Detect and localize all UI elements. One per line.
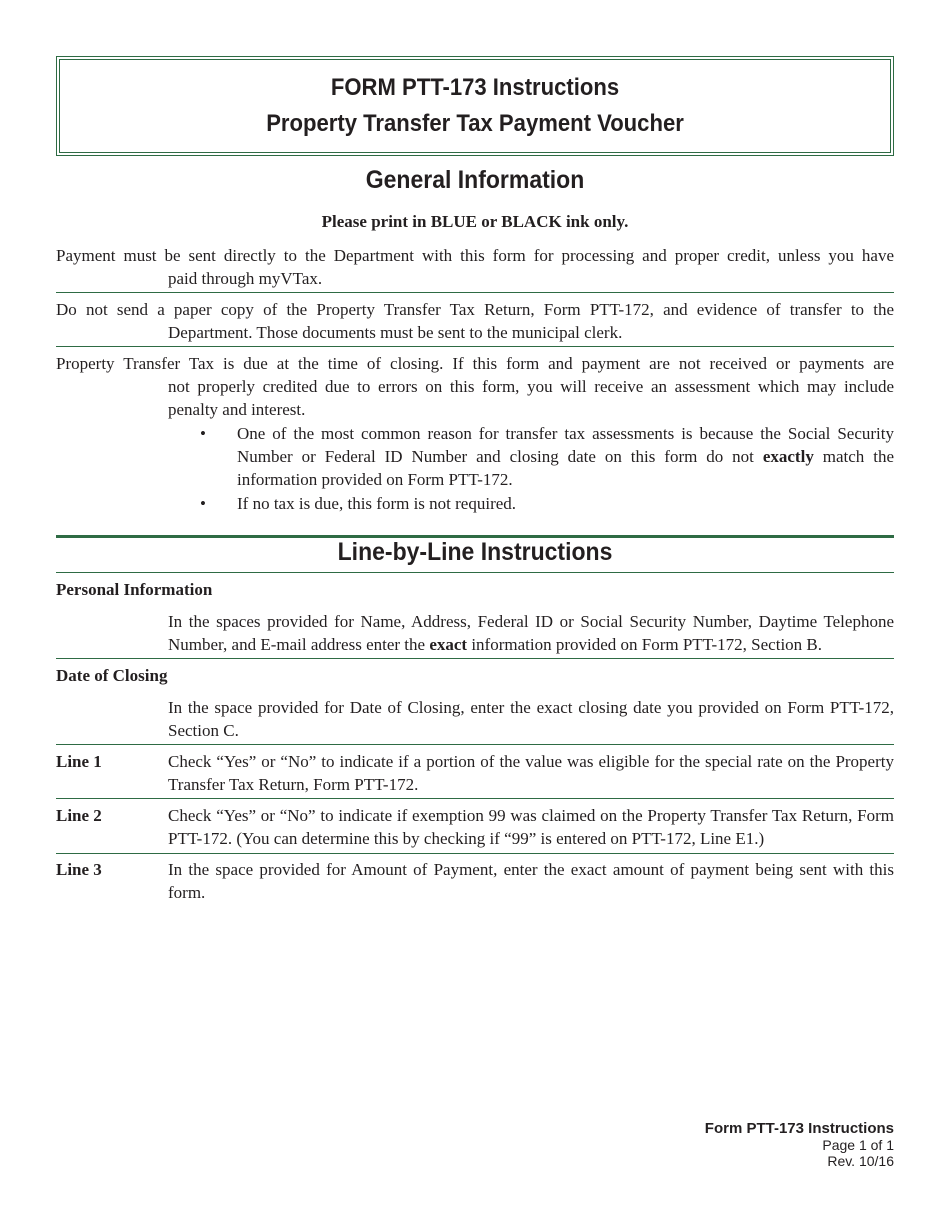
bullet-icon: • bbox=[200, 494, 206, 513]
form-subtitle: Property Transfer Tax Payment Voucher bbox=[266, 110, 684, 137]
divider bbox=[56, 292, 894, 293]
paper-copy-paragraph-first: Do not send a paper copy of the Property Transfer Tax Return, Form PTT-172, and evidence of transfer to the bbox=[56, 300, 894, 319]
line2-label: Line 2 bbox=[56, 806, 102, 825]
bullet-text-part: match the information provided on Form PTT-172. bbox=[237, 447, 894, 489]
divider bbox=[56, 853, 894, 854]
line1-label: Line 1 bbox=[56, 752, 102, 771]
bullet-item bbox=[200, 422, 894, 491]
payment-paragraph bbox=[56, 244, 894, 290]
bullet-icon: • bbox=[200, 424, 206, 443]
divider bbox=[56, 346, 894, 347]
date-of-closing-text: In the space provided for Date of Closing, enter the exact closing date you provided on Form PTT-172, Section C. bbox=[168, 698, 894, 740]
footer bbox=[705, 1120, 894, 1169]
personal-text-emphasis: exact bbox=[429, 635, 468, 654]
due-paragraph-first: Property Transfer Tax is due at the time of closing. If this form and payment are not received or payments are bbox=[56, 354, 894, 373]
bullet-text: If no tax is due, this form is not required. bbox=[237, 494, 517, 513]
personal-text-part: In the spaces provided for Name, Address, Federal ID or Social Security Number, Daytime Telephone Number, and E-mail address enter the bbox=[168, 612, 894, 654]
personal-information-label: Personal Information bbox=[56, 580, 213, 599]
date-of-closing-label: Date of Closing bbox=[56, 666, 168, 685]
bullet-text bbox=[237, 422, 894, 491]
paper-copy-paragraph-cont: Department. Those documents must be sent to the municipal clerk. bbox=[168, 323, 623, 342]
title-box bbox=[56, 56, 894, 156]
bullet-item bbox=[200, 492, 894, 515]
footer-page-number: Page 1 of 1 bbox=[822, 1137, 894, 1153]
general-information-heading: General Information bbox=[365, 166, 585, 194]
bullet-text-emphasis: exactly bbox=[762, 447, 814, 466]
line3-text: In the space provided for Amount of Payment, enter the exact amount of payment being sent with this form. bbox=[168, 860, 894, 902]
divider bbox=[56, 658, 894, 659]
payment-paragraph-first: Payment must be sent directly to the Department with this form for processing and proper credit, unless you have bbox=[56, 246, 894, 265]
due-paragraph bbox=[56, 352, 894, 421]
paper-copy-paragraph bbox=[56, 298, 894, 344]
line2-text: Check “Yes” or “No” to indicate if exemption 99 was claimed on the Property Transfer Tax Return, Form PTT-172. (You can determine this by checking if “99” is entered on PTT-172, Line E1.) bbox=[168, 806, 894, 848]
bullet-text-part: One of the most common reason for transfer tax assessments is because the Social Security Number or Federal ID Number and closing date on this form do not bbox=[237, 424, 894, 466]
due-paragraph-cont: not properly credited due to errors on this form, you will receive an assessment which may include penalty and interest. bbox=[168, 377, 894, 419]
line-by-line-heading: Line-by-Line Instructions bbox=[337, 538, 613, 566]
divider bbox=[56, 572, 894, 573]
form-title: FORM PTT-173 Instructions bbox=[330, 74, 620, 101]
payment-paragraph-cont: paid through myVTax. bbox=[168, 269, 323, 288]
divider bbox=[56, 744, 894, 745]
personal-text-part: information provided on Form PTT-172, Section B. bbox=[467, 635, 823, 654]
footer-revision: Rev. 10/16 bbox=[827, 1153, 894, 1169]
personal-information-text bbox=[168, 610, 894, 656]
line1-text: Check “Yes” or “No” to indicate if a portion of the value was eligible for the special rate on the Property Transfer Tax Return, Form PTT-172. bbox=[168, 752, 894, 794]
ink-note: Please print in BLUE or BLACK ink only. bbox=[321, 212, 629, 231]
line3-label: Line 3 bbox=[56, 860, 102, 879]
divider bbox=[56, 798, 894, 799]
footer-form-name: Form PTT-173 Instructions bbox=[704, 1120, 894, 1137]
